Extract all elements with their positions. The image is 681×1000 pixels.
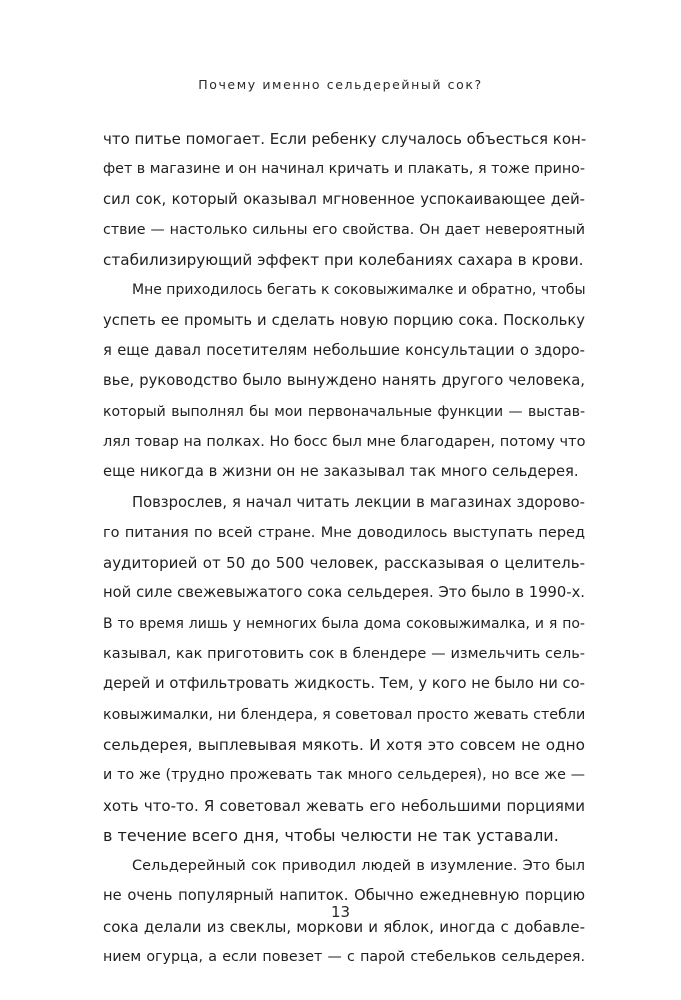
text-line: что питье помогает. Если ребенку случалось объесться кон-	[103, 130, 587, 148]
text-line: нием огурца, а если повезет — с парой стебельков сельдерея.	[103, 949, 585, 966]
text-line: не очень популярный напиток. Обычно ежедневную порцию	[103, 887, 585, 905]
text-line: ковыжималки, ни блендера, я советовал просто жевать стебли	[103, 706, 586, 723]
text-line: хоть что-то. Я советовал жевать его небольшими порциями	[103, 796, 585, 815]
text-line: я еще давал посетителям небольшие консультации о здоро-	[103, 342, 585, 360]
text-line	[103, 275, 585, 305]
text-line: в течение всего дня, чтобы челюсти не так уставали.	[103, 825, 559, 845]
text-line: сока делали из свеклы, моркови и яблок, иногда с добавле-	[103, 917, 585, 936]
text-line: стабилизирующий эффект при колебаниях сахара в крови.	[103, 251, 584, 270]
text-line: ной силе свежевыжатого сока сельдерея. Это было в 1990-х.	[103, 584, 585, 602]
text-line: В то время лишь у немногих была дома соковыжималка, и я по-	[103, 615, 585, 632]
text-line: успеть ее промыть и сделать новую порцию сока. Поскольку	[103, 311, 585, 329]
text-line: еще никогда в жизни он не заказывал так много сельдерея.	[103, 463, 579, 481]
text-line: сил сок, который оказывал мгновенное успокаивающее дей-	[103, 190, 585, 208]
text-line	[103, 488, 585, 518]
text-line: лял товар на полках. Но босс был мне благодарен, потому что	[103, 433, 586, 450]
running-header: Почему именно сельдерейный сок?	[198, 77, 483, 92]
text-line: го питания по всей стране. Мне доводилось выступать перед	[103, 524, 585, 541]
text-line: фет в магазине и он начинал кричать и плакать, я тоже прино-	[103, 161, 586, 178]
paragraph-start: Повзрослев, я начал читать лекции в магазинах здорово-	[132, 493, 585, 511]
text-line: аудиторией от 50 до 500 человек, рассказывая о целитель-	[103, 554, 585, 573]
paragraph-start: Сельдерейный сок приводил людей в изумление. Это был	[132, 858, 585, 875]
paragraph-start: Мне приходилось бегать к соковыжималке и обратно, чтобы	[132, 282, 586, 299]
text-line: сельдерея, выплевывая мякоть. И хотя это совсем не одно	[103, 735, 585, 754]
body-text	[103, 124, 585, 972]
text-line: казывал, как приготовить сок в блендере — измельчить сель-	[103, 646, 585, 663]
page-number: 13	[330, 903, 351, 921]
text-line: и то же (трудно прожевать так много сельдерея), но все же —	[103, 767, 585, 784]
text-line	[103, 851, 585, 881]
text-line: вье, руководство было вынуждено нанять другого человека,	[103, 372, 585, 390]
text-line: ствие — настолько сильны его свойства. Он дает невероятный	[103, 221, 585, 238]
text-line: который выполнял бы мои первоначальные функции — выстав-	[103, 403, 585, 420]
text-line: дерей и отфильтровать жидкость. Тем, у кого не было ни со-	[103, 675, 585, 693]
